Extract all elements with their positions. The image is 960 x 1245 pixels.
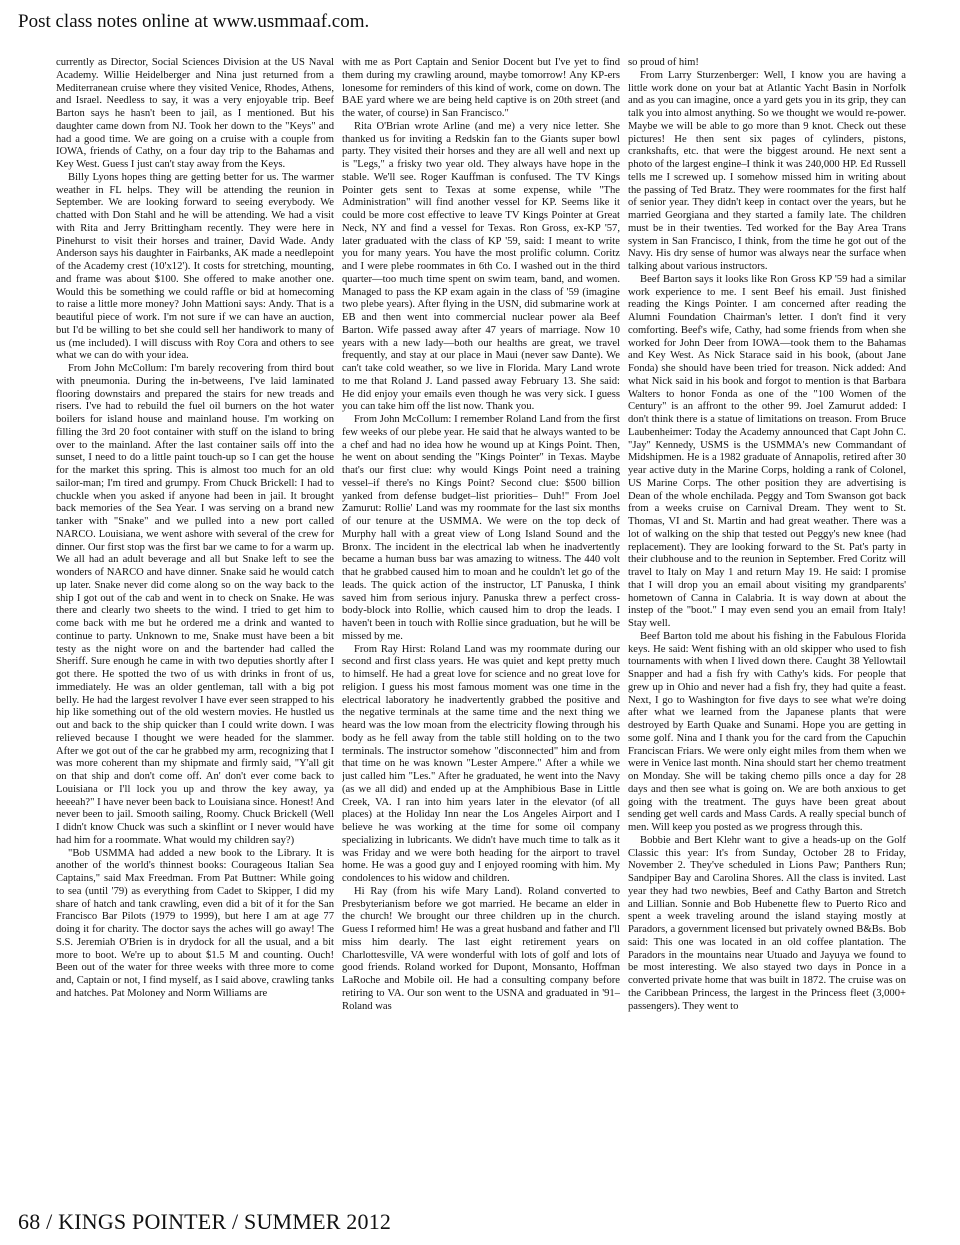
paragraph: From John McCollum: I'm barely recovering from third bout with pneumonia. During the in-betweens, I've laid laminated flooring downstairs and prepared the stairs for new treads and risers. I've had to rebuild the fuel oil burners on the hot water boilers for island house and mainland house. I'm working on filling the 3rd 20 foot container with stuff on the island to bring over to the mainland. After the last container sails off into the sunset, I need to do a little paint touch-up so I can get the house for the market this spring. This is almost too much for an old sailor-man; I'm tired and grumpy. From Chuck Brickell: I had to chuckle when you asked if anyone had been in jail. It brought back memories of the Sea Year. I was serving on a brand new tanker with "Snake" and we pulled into a new port called NARCO. Louisiana, we went ashore with several of the crew for dinner. Our first stop was the first bar we came to for a warm up. We all had an adult beverage and all but Snake left to see the wonders of NARCO and have dinner. Snake said he would catch up later. Snake never did come along so on the way back to the ship I got out of the cab and went in to check on Snake. He was there and clearly two sheets to the wind. I tried to get him to come back with me but he ordered me a drink and wanted to continue to party. Unknown to me, Snake must have been a bit testy as the night wore on and the bartender had called the Sheriff. Sure enough he came in with two deputies shortly after I got there. He spotted the two of us with drinks in front of us, immediately. He was an older gentleman, tall with a big pot belly. He had the largest revolver I have ever seen strapped to his hip like something out of the old western movies. He hustled us out and back to the ship quicker than I could write down. I was relieved because I thought we were headed for the slammer. After we got out of the car he grabbed my arm, recognizing that I was more coherent than my shipmate and firmly said, "Y'all git on that ship and don't come off. An' don't ever come back to Louisiana or I'll lock you up and throw the key away, ya heeeah?" I have never been back to Louisiana since. Honest! And never been to jail. Smooth sailing, Roomy. Chuck Brickell (Well I didn't know Chuck was such a skinflint or I never would have had him for a roommate. What would my children say?) — [56, 363, 334, 846]
paragraph: From John McCollum: I remember Roland Land from the first few weeks of our plebe year. He said that he always wanted to be a chef and had no idea how he wound up at Kings Point. Then, he went on about sending the "Kings Pointer" in Texas. Maybe that's our first clue: why would Kings Point need a training vessel–if there's no Kings Point? Second clue: $500 billion yanked from defense budget–list priorities– Duh!" From Joel Zamurut: Rollie' Land was my roommate for the last six months of our tenure at the USMMA. We were on the top deck of Murphy hall with a great view of Long Island Sound and the Bronx. The incident in the electrical lab when he inadvertently became a human buss bar was amazing to witness. The 440 volt that he grabbed caused him to moan and he couldn't let go of the leads. The quick action of the instructor, LT Panuska, I think saved him from serious injury. Panuska threw a perfect cross-body-block into Rollie, which caused him to drop the leads. I haven't been in touch with Rollie since graduation, but he will be missed by me. — [342, 414, 620, 642]
paragraph: Beef Barton says it looks like Ron Gross KP '59 had a similar work experience to me. I sent Beef his email. Just finished reading the Kings Pointer. I am concerned after reading the Alumni Foundation Chairman's letter. I don't find it very comforting. Beef's wife, Cathy, had some friends from when she worked for John Deer from IOWA—took them to the Bahamas and Key West. As Nick Starace said in his book, (about Jane Fonda) she should have been tried for treason. Nick added: And what Nick said in his book and forgot to mention is that Barbara Walters to honor Fonda as one of the "100 Women of the Century" is an affront to the other 99. Joel Zamurut added: I don't think there is a statue of limitations on treason. From Bruce Laubenheimer: Today the Academy announced that Capt John C. "Jay" Kennedy, USMS is the USMMA's new Commandant of Midshipmen. He is a 1982 graduate of Annapolis, retired after 30 year active duty in the Marine Corps, holding a rank of Colonel, US Marine Corps. The other position they are advertising is Dean of the whole enchilada. Peggy and Tom Swanson got back from a weeks cruise on Carnival Dream. They went to St. Thomas, VI and St. Martin and had great weather. There was a lot of walking on the ship that tested out Peggy's new knee (had replacement). They are looking forward to the St. Pat's party in their clubhouse and to the reunion in September. Fred Coritz will travel to Italy on May 1 and return May 19. He said: I promise that I will drop you an email about visiting my grandparents' hometown of Canna in Calabria. It is way down at about the instep of the "boot." I may even send you an email from Italy! Stay well. — [628, 273, 906, 629]
paragraph: Rita O'Brian wrote Arline (and me) a very nice letter. She thanked us for inviting a Redskin fan to the Giants super bowl party. They visited their horses and they are all well and next up is "Legs," a frisky two year old. They always have hope in the stable. We'll see. Roger Kauffman is confused. The TV Kings Pointer gets sent to Texas at some expense, while "The Administration" will find another vessel for KP. Seems like it could be more cost effective to leave TV Kings Pointer at Great Neck, NY and find a vessel for Texas. Ron Gross, ex-KP '57, later graduated with the class of KP '59, said: I meant to write you for many years. You have the most prolific column. Coritz and I were plebe roommates in 6th Co. I washed out in the third quarter—too much time spent on swim team, band, and women. Managed to pass the KP exam again in the class of '59 (imagine two plebe years). After flying in the USN, did submarine work at EB and then went into commercial nuclear power ala Beef Barton. Wife passed away after 47 years of marriage. Now 10 years with a new lady—both our healths are great, we travel frequently, and stay at our place in Maui (never saw Dante). We can't take cold weather, so we live in Florida. Mary Land wrote to me that Roland J. Land passed away February 13. She said: He did enjoy your emails even though he was very sick. I guess you can take him off the list now. Thank you. — [342, 120, 620, 413]
paragraph: Hi Ray (from his wife Mary Land). Roland converted to Presbyterianism before we got married. He became an elder in the church! We brought our three children up in the church. Guess I reformed him! He was a great husband and father and I'll miss him dearly. The last eight retirement years on Charlottesville, VA were wonderful with lots of golf and lots of good friends. Roland worked for Dupont, Monsanto, Hoffman LaRoche and Mobile oil. He had a consulting company before retiring to VA. Our son went to the USNA and graduated in '91–Roland was — [342, 885, 620, 1012]
paragraph: From Ray Hirst: Roland Land was my roommate during our second and first class years. He was quiet and kept pretty much to himself. He had a great love for science and no great love for religion. I guess his most famous moment was one time in the electrical laboratory he inadvertently grabbed the positive and the negative terminals at the same time and the next thing we heard was the low moan from the electricity flowing through his body as he fell away from the table still holding on to the two terminals. The instructor somehow "disconnected" him and from that time on he was known "Lester Ampere." After a while we just called him "Les." After he graduated, he went into the Navy (as we all did) and ended up at the Amphibious Base in Little Creek, VA. I ran into him years later in the elevator (of all places) at the Holiday Inn near the Los Angeles Airport and I believe he was working at the time for some oil company specializing in lubricants. We didn't have much time to talk as it was Friday and we were both heading for the airport to travel home. He was a good guy and I enjoyed rooming with him. My condolences to his widow and children. — [342, 643, 620, 884]
column-1 — [56, 57, 334, 1212]
paragraph: Billy Lyons hopes thing are getting better for us. The warmer weather in FL helps. They will be attending the reunion in September. We are looking forward to seeing everybody. We chatted with Don Stahl and he will be attending. We had a visit with Rita and Jerry Brittingham recently. They were here in Pinehurst to visit their horses and trainer, David Wade. Andy Anderson says his daughter in Fairbanks, AK made a needlepoint of the Academy crest (10'x12'). It costs for stretching, mounting, and frame was about $100. She offered to make another one. Would this be something we could raffle or bid at homecoming to raise a little more money? John Mattioni says: Andy. That is a beautiful piece of work. I'm not sure if we can have an auction, but I'd be willing to bet she could sell her handiwork to many of us (me included). I will discuss with Roy Cora and others to see what we can do with your idea. — [56, 171, 334, 362]
paragraph: so proud of him! — [628, 57, 699, 68]
paragraph: From Larry Sturzenberger: Well, I know you are having a little work done on your bat at Atlantic Yacht Basin in Norfolk and as you can imagine, once a yard gets you in its grip, they can talk you into almost anything. So we thought we would re-power. Maybe we will be able to go more than 9 knot. Check out these pictures! He then sent six pages of cylinders, pistons, crankshafts, etc. that were the biggest around. He next sent a photo of the largest engine–I think it was 240,000 HP. Ed Russell tells me I screwed up. I somehow missed him in writing about the passing of Ted Bratz. They were roommates for the first half of senior year. They didn't keep in contact over the years, but he married Georgiana and they started a family late. The children must be in their twenties. Ted worked for the Bay Area Trans system in San Francisco, I think, from the time he got out of the Navy. His dry sense of humor was always near the surface when talking about various instructors. — [628, 69, 906, 272]
page-footer: 68 / KINGS POINTER / SUMMER 2012 — [18, 1209, 392, 1234]
paragraph: currently as Director, Social Sciences Division at the US Naval Academy. Willie Heidelberger and Nina just returned from a Mediterranean cruise where they visited Venice, Rhodes, Athens, and Israel. Needless to say, it was a very enjoyable trip. Beef Barton says he hasn't been to jail, as I mentioned. But his daughter came down from NJ. Took her down to the "Keys" and had a good time. We are going on a cruise with a couple from IOWA, friends of Cathy, on a four day trip to the Bahamas and Key West. Guess I just can't stay away from the Keys. — [56, 57, 334, 170]
column-3 — [628, 57, 906, 1212]
column-2 — [342, 57, 620, 1212]
paragraph: Bobbie and Bert Klehr want to give a heads-up on the Golf Classic this year: It's from Sunday, October 28 to Friday, November 2. They've scheduled in Lions Paw; Panthers Run; Sandpiper Bay and Carolina Shores. All the class is invited. Last year they had two newbies, Beef and Cathy Barton and Stretch and Lillian. Sonnie and Bob Hubenette flew to Puerto Rico and spent a week traveling around the island staying mostly at Paradors, a government licensed but privately owned B&Bs. Bob said: This one was located in an old coffee plantation. The Paradors in the mountains near Utuado and Jayuya we found to be most interesting. We also stayed two days in Ponce in a converted private home that was built in 1872. The cruise was on the Caribbean Princess, the largest in the Princess fleet (3,000+ passengers). They went to — [628, 834, 906, 1012]
paragraph: "Bob USMMA had added a new book to the Library. It is another of the world's thinnest books: Courageous Italian Sea Captains," said Max Freedman. From Pat Buttner: While going to sea (until '79) as everything from Cadet to Skipper, I did my share of hatch and tank crawling, even did a bit of it for the San Francisco Bar Pilots (1979 to 1999), but here I am at age 77 doing it for charity. The doctor says the aches will go away! The S.S. Jeremiah O'Brien is in drydock for all the usual, and a bit more to boot. We're up to about $1.5 M and counting. Ouch! Been out of the water for three weeks with three more to come and, Captain or not, I find myself, as I said above, crawling tanks and hatches. Pat Moloney and Norm Williams are — [56, 847, 334, 999]
page-header: Post class notes online at www.usmmaaf.com. — [18, 11, 370, 32]
paragraph: Beef Barton told me about his fishing in the Fabulous Florida keys. He said: Went fishing with an old skipper who used to fish tournaments with when I lived down there. Caught 38 Yellowtail Snapper and had a fish fry with Cathy's kids. For people that grew up in Ohio and never had a fish fry, they had quite a feast. Next, I go to Washington for five days to see what we're doing after what we learned from the Japanese plants that were destroyed by Earth Quake and Sunami. Hope you are getting in some golf. Nina and I thank you for the card from the Capuchin Franciscan Friars. We were only eight miles from them when we were in Venice last month. Nina should start her chemo treatment on Monday. She will be taking chemo pills once a day for 28 days and then see what is going on. We are both anxious to get going with the treatment. The guys have been great about sending get well cards and Mass Cards. A really special bunch of men. Will keep you posted as we progress through this. — [628, 630, 906, 833]
paragraph: with me as Port Captain and Senior Docent but I've yet to find them during my crawling around, maybe tomorrow! Any KP-ers lonesome for reminders of this kind of work, come on down. The BAE yard where we are being held captive is on 20th street (and the water, of course) in San Francisco." — [342, 57, 620, 119]
